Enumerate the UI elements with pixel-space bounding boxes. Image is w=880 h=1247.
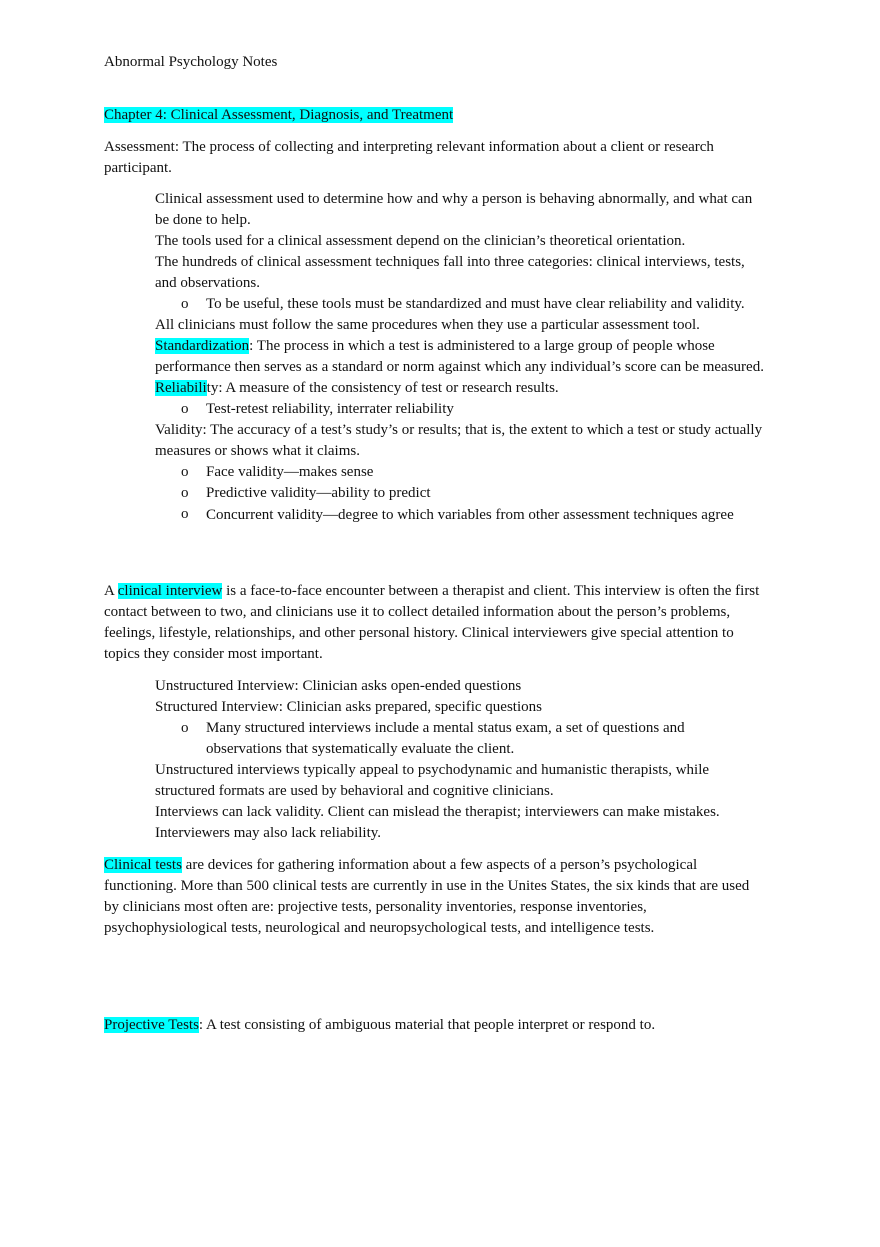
assessment-definition [104,137,764,179]
page-header: Abnormal Psychology Notes [104,54,278,70]
clinical-tests-paragraph [104,855,756,939]
list-item [104,231,764,252]
sub-item-text: Test-retest reliability, interrater reliability [206,401,454,417]
sub-list [155,718,764,760]
list-item-text: Validity: The accuracy of a test’s study’s or results; that is, the extent to which a test or study actually measures or shows what it claims. [155,422,763,459]
list-item-text: : The process in which a test is administered to a large group of people whose performance then serves as a standard or norm against which any individual’s score can be measured. [155,338,764,375]
sub-item-text: To be useful, these tools must be standardized and must have clear reliability and validity. [206,296,745,312]
list-item-text: Unstructured Interview: Clinician asks open-ended questions [155,678,522,694]
sub-bullet-icon: o [181,401,189,417]
list-item [104,189,764,231]
projective-tests-paragraph [104,1015,764,1036]
interview-bullet-list [104,676,764,844]
list-item [104,378,764,420]
sub-bullet-icon: o [181,506,189,522]
sub-bullet-icon: o [181,720,189,736]
list-item [104,252,764,315]
clinical-tests-highlight: Clinical tests [104,857,182,873]
list-item [104,676,764,697]
sub-list-item [104,483,764,504]
sub-list-item [104,504,764,526]
para-text: A [104,583,118,599]
sub-list [155,462,764,526]
para-text: is a face-to-face encounter between a therapist and client. This interview is often the first contact between to two, and clinicians use it to collect detailed information about the person’s problems, feelings, lifestyle, relationships, and other personal history. Clinical interviewers give special attention to topics they consider most important. [104,583,760,662]
sub-item-text: Many structured interviews include a mental status exam, a set of questions and observations that systematically evaluate the client. [206,720,685,757]
sub-item-text: Predictive validity—ability to predict [206,485,431,501]
list-item-text: The hundreds of clinical assessment techniques fall into three categories: clinical interviews, tests, and observations. [155,254,745,291]
sub-bullet-icon: o [181,485,189,501]
sub-list-item [104,718,764,760]
chapter-heading [104,105,764,126]
list-item-text: ty: A measure of the consistency of test or research results. [206,380,559,396]
sub-bullet-icon: o [181,296,189,312]
para-text: : A test consisting of ambiguous material that people interpret or respond to. [198,1017,656,1033]
standardization-highlight: Standardization [155,338,250,354]
sub-item-text: Face validity—makes sense [206,464,374,480]
sub-bullet-icon: o [181,464,189,480]
sub-list-item [104,462,764,483]
sub-list [155,294,764,315]
list-item-text: Clinical assessment used to determine how and why a person is behaving abnormally, and what can be done to help. [155,191,753,228]
list-item-text: All clinicians must follow the same procedures when they use a particular assessment tool. [155,317,700,333]
list-item-text: The tools used for a clinical assessment depend on the clinician’s theoretical orientation. [155,233,686,249]
para-text: are devices for gathering information about a few aspects of a person’s psychological functioning. More than 500 clinical tests are currently in use in the Unites States, the six kinds that are used by clinicians most often are: projective tests, personality inventories, response inventories, psychophysiological tests, neurological and neuropsychological tests, and intelligence tests. [104,857,750,936]
list-item-text: Unstructured interviews typically appeal to psychodynamic and humanistic therapists, while structured formats are used by behavioral and cognitive clinicians. [155,762,710,799]
list-item [104,802,764,823]
clinical-interview-paragraph [104,581,766,665]
chapter-title-highlight: Chapter 4: Clinical Assessment, Diagnosis, and Treatment [104,107,454,123]
sub-item-text: Concurrent validity—degree to which variables from other assessment techniques agree [206,507,734,523]
list-item-text: Interviewers may also lack reliability. [155,825,382,841]
assessment-bullet-list [104,189,764,526]
projective-tests-highlight: Projective Tests [104,1017,199,1033]
reliability-highlight: Reliabili [155,380,207,396]
clinical-interview-highlight: clinical interview [117,583,223,599]
list-item [104,315,764,336]
list-item [104,823,764,844]
list-item [104,336,764,378]
list-item [104,420,764,526]
list-item [104,760,764,802]
sub-list-item [104,294,764,315]
sub-list [155,399,764,420]
list-item-text: Structured Interview: Clinician asks prepared, specific questions [155,699,542,715]
list-item-text: Interviews can lack validity. Client can mislead the therapist; interviewers can make mistakes. [155,804,720,820]
list-item [104,697,764,760]
assessment-def-text: Assessment: The process of collecting and interpreting relevant information about a client or research participant. [104,139,714,176]
sub-list-item [104,399,764,420]
